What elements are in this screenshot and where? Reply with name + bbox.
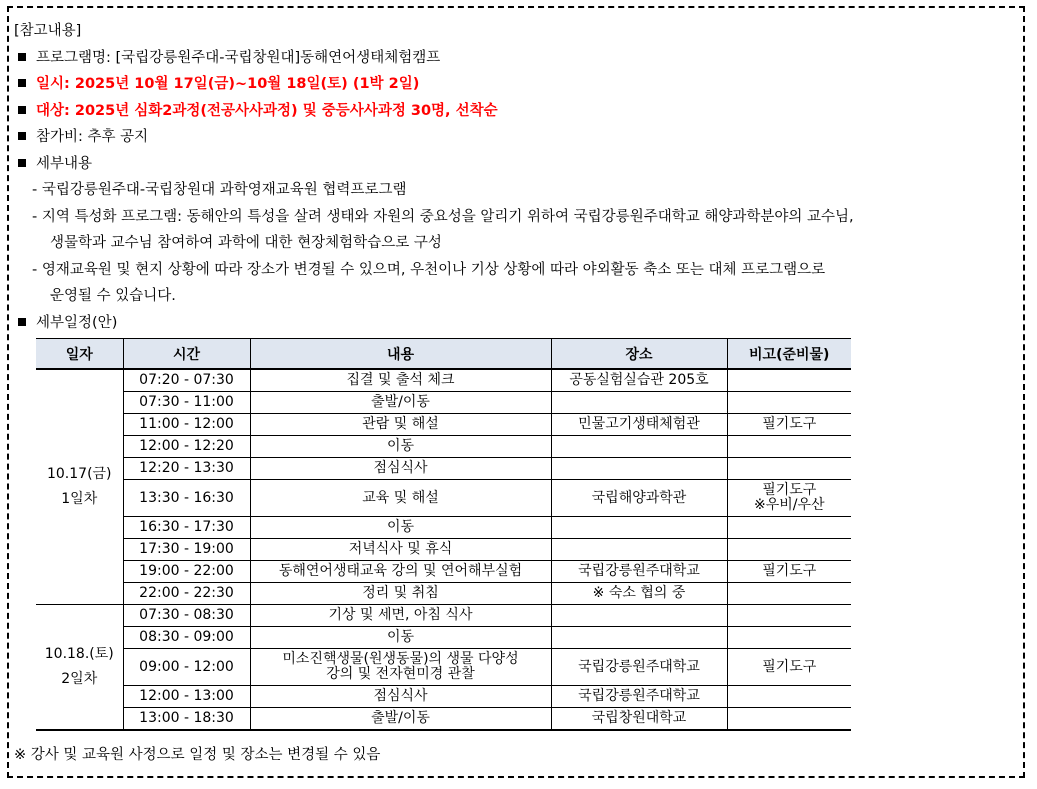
content-cell: 저녁식사 및 휴식 bbox=[250, 539, 551, 561]
target-text: 대상: 2025년 심화2과정(전공사사과정) 및 중등사사과정 30명, 선착순 bbox=[36, 102, 498, 119]
content-cell: 기상 및 세면, 아침 식사 bbox=[250, 605, 551, 627]
place-cell bbox=[551, 539, 727, 561]
program-name-text: 프로그램명: [국립강릉원주대-국립창원대]동해연어생태체험캠프 bbox=[36, 49, 441, 66]
square-bullet-icon bbox=[18, 79, 26, 87]
program-name-item bbox=[14, 45, 1019, 72]
day1-label: 1일차 bbox=[61, 491, 98, 507]
note-cell bbox=[727, 369, 851, 392]
note-cell bbox=[727, 480, 851, 517]
square-bullet-icon bbox=[18, 53, 26, 61]
detail-2a-text: 지역 특성화 프로그램: 동해안의 특성을 살려 생태와 자원의 중요성을 알리기 위하여 국립강릉원주대학교 해양과학분야의 교수님, bbox=[41, 208, 854, 225]
table-row bbox=[36, 458, 851, 480]
place-cell: 국립창원대학교 bbox=[551, 708, 727, 731]
table-row bbox=[36, 583, 851, 605]
table-row bbox=[36, 561, 851, 583]
table-row bbox=[36, 627, 851, 649]
schedule-title bbox=[14, 310, 1019, 337]
footnote: ※ 강사 및 교육원 사정으로 일정 및 장소는 변경될 수 있음 bbox=[14, 747, 381, 763]
note-cell bbox=[727, 436, 851, 458]
day2-cell bbox=[36, 605, 123, 731]
time-cell: 16:30 - 17:30 bbox=[123, 517, 250, 539]
note-cell bbox=[727, 627, 851, 649]
table-row bbox=[36, 369, 851, 392]
day2-date: 10.18.(토) bbox=[44, 646, 114, 662]
square-bullet-icon bbox=[18, 159, 26, 167]
note-cell bbox=[727, 458, 851, 480]
note-cell: 필기도구 bbox=[727, 649, 851, 686]
note-line-2: ※우비/우산 bbox=[753, 497, 825, 513]
place-cell bbox=[551, 627, 727, 649]
place-cell: 국립강릉원주대학교 bbox=[551, 649, 727, 686]
date-item bbox=[14, 71, 1019, 98]
place-cell: 민물고기생태체험관 bbox=[551, 414, 727, 436]
content-cell: 정리 및 취침 bbox=[250, 583, 551, 605]
fee-text: 참가비: 추후 공지 bbox=[36, 129, 149, 145]
time-cell: 08:30 - 09:00 bbox=[123, 627, 250, 649]
note-cell bbox=[727, 686, 851, 708]
time-cell: 13:30 - 16:30 bbox=[123, 480, 250, 517]
square-bullet-icon bbox=[18, 132, 26, 140]
time-cell: 17:30 - 19:00 bbox=[123, 539, 250, 561]
time-cell: 07:20 - 07:30 bbox=[123, 369, 250, 392]
place-cell: ※ 숙소 협의 중 bbox=[551, 583, 727, 605]
place-cell bbox=[551, 517, 727, 539]
place-cell bbox=[551, 458, 727, 480]
table-row bbox=[36, 517, 851, 539]
day2-label: 2일차 bbox=[61, 671, 98, 687]
day1-cell bbox=[36, 369, 123, 605]
time-cell: 09:00 - 12:00 bbox=[123, 649, 250, 686]
note-cell bbox=[727, 605, 851, 627]
place-cell: 국립강릉원주대학교 bbox=[551, 686, 727, 708]
header-note: 비고(준비물) bbox=[727, 339, 851, 370]
header-content: 내용 bbox=[250, 339, 551, 370]
note-cell: 필기도구 bbox=[727, 414, 851, 436]
note-cell bbox=[727, 539, 851, 561]
notice-content bbox=[14, 18, 1019, 336]
time-cell: 11:00 - 12:00 bbox=[123, 414, 250, 436]
fee-item bbox=[14, 124, 1019, 151]
place-cell: 국립해양과학관 bbox=[551, 480, 727, 517]
time-cell: 13:00 - 18:30 bbox=[123, 708, 250, 731]
date-text: 일시: 2025년 10월 17일(금)~10월 18일(토) (1박 2일) bbox=[36, 76, 420, 92]
detail-3a-text: 영재교육원 및 현지 상황에 따라 장소가 변경될 수 있으며, 우천이나 기상 상황에 따라 야외활동 축소 또는 대체 프로그램으로 bbox=[41, 261, 826, 278]
place-cell: 국립강릉원주대학교 bbox=[551, 561, 727, 583]
time-cell: 12:00 - 13:00 bbox=[123, 686, 250, 708]
place-cell bbox=[551, 436, 727, 458]
table-row bbox=[36, 649, 851, 686]
note-line-1: 필기도구 bbox=[762, 482, 817, 498]
schedule-title-text: 세부일정(안) bbox=[36, 314, 118, 331]
content-cell: 이동 bbox=[250, 436, 551, 458]
content-line-1: 미소진핵생물(원생동물)의 생물 다양성 bbox=[282, 651, 519, 667]
note-cell bbox=[727, 517, 851, 539]
table-row bbox=[36, 686, 851, 708]
details-title bbox=[14, 151, 1019, 178]
table-header-row bbox=[36, 339, 851, 370]
content-cell: 점심식사 bbox=[250, 686, 551, 708]
detail-1-text: 국립강릉원주대-국립창원대 과학영재교육원 협력프로그램 bbox=[41, 182, 407, 198]
note-cell bbox=[727, 583, 851, 605]
time-cell: 07:30 - 08:30 bbox=[123, 605, 250, 627]
place-cell: 공동실험실습관 205호 bbox=[551, 369, 727, 392]
time-cell: 22:00 - 22:30 bbox=[123, 583, 250, 605]
detail-item-2: - 지역 특성화 프로그램: 동해안의 특성을 살려 생태와 자원의 중요성을 알리기 위하여 국립강릉원주대학교 해양과학분야의 교수님, bbox=[32, 208, 854, 225]
content-cell bbox=[250, 649, 551, 686]
time-cell: 12:00 - 12:20 bbox=[123, 436, 250, 458]
time-cell: 12:20 - 13:30 bbox=[123, 458, 250, 480]
detail-item-1: - 국립강릉원주대-국립창원대 과학영재교육원 협력프로그램 bbox=[32, 182, 407, 198]
note-cell bbox=[727, 708, 851, 731]
detail-item-3-cont: 운영될 수 있습니다. bbox=[50, 288, 176, 304]
place-cell bbox=[551, 605, 727, 627]
content-cell: 집결 및 출석 체크 bbox=[250, 369, 551, 392]
table-row bbox=[36, 414, 851, 436]
place-cell bbox=[551, 392, 727, 414]
details-title-text: 세부내용 bbox=[36, 155, 93, 172]
content-cell: 이동 bbox=[250, 517, 551, 539]
content-cell: 이동 bbox=[250, 627, 551, 649]
header-date: 일자 bbox=[36, 339, 123, 370]
content-cell: 동해연어생태교육 강의 및 연어해부실험 bbox=[250, 561, 551, 583]
table-row bbox=[36, 708, 851, 731]
detail-item-2-cont: 생물학과 교수님 참여하여 과학에 대한 현장체험학습으로 구성 bbox=[50, 235, 442, 251]
time-cell: 07:30 - 11:00 bbox=[123, 392, 250, 414]
note-cell: 필기도구 bbox=[727, 561, 851, 583]
header-place: 장소 bbox=[551, 339, 727, 370]
section-header: [참고내용] bbox=[14, 23, 82, 39]
schedule-table-wrapper bbox=[36, 338, 851, 731]
content-cell: 출발/이동 bbox=[250, 392, 551, 414]
content-cell: 출발/이동 bbox=[250, 708, 551, 731]
schedule-table bbox=[36, 338, 851, 731]
table-row bbox=[36, 480, 851, 517]
detail-item-3: - 영재교육원 및 현지 상황에 따라 장소가 변경될 수 있으며, 우천이나 기상 상황에 따라 야외활동 축소 또는 대체 프로그램으로 bbox=[32, 261, 826, 278]
square-bullet-icon bbox=[18, 106, 26, 114]
day1-date: 10.17(금) bbox=[46, 466, 112, 482]
content-cell: 점심식사 bbox=[250, 458, 551, 480]
table-row bbox=[36, 392, 851, 414]
content-cell: 관람 및 해설 bbox=[250, 414, 551, 436]
header-time: 시간 bbox=[123, 339, 250, 370]
square-bullet-icon bbox=[18, 318, 26, 326]
target-item bbox=[14, 98, 1019, 125]
table-row bbox=[36, 539, 851, 561]
content-cell: 교육 및 해설 bbox=[250, 480, 551, 517]
table-row bbox=[36, 605, 851, 627]
time-cell: 19:00 - 22:00 bbox=[123, 561, 250, 583]
table-row bbox=[36, 436, 851, 458]
content-line-2: 강의 및 전자현미경 관찰 bbox=[326, 666, 475, 682]
note-cell bbox=[727, 392, 851, 414]
